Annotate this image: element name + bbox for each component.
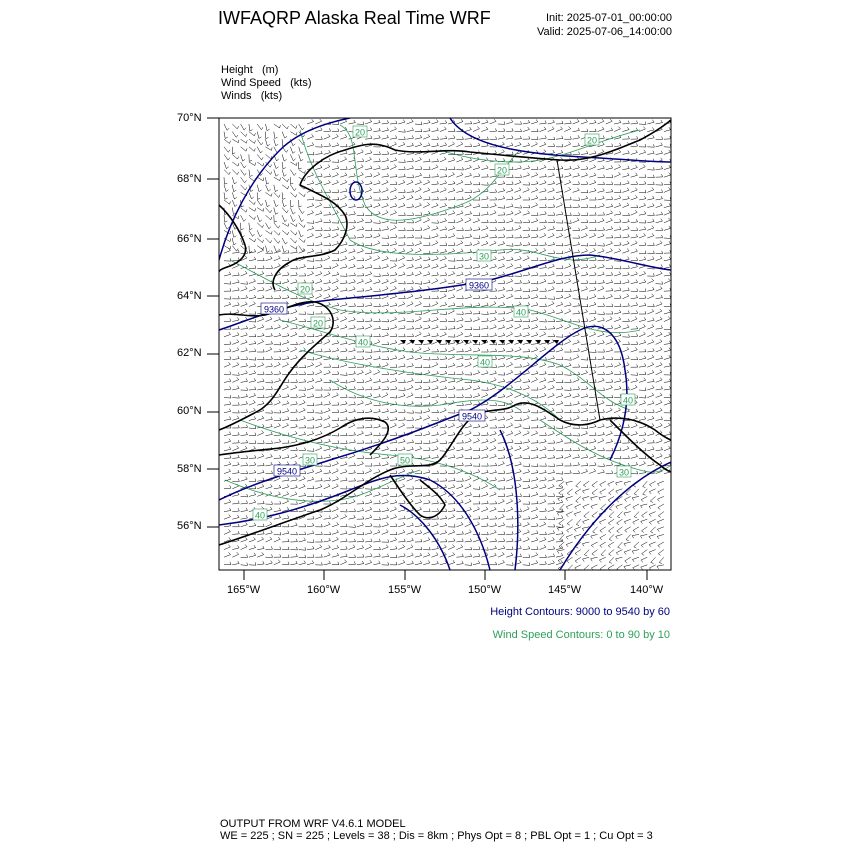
speed-contour-label: 40	[479, 357, 491, 368]
speed-contour-label: 40	[357, 337, 369, 348]
model-config-footer: WE = 225 ; SN = 225 ; Levels = 38 ; Dis = 8km ; Phys Opt = 8 ; PBL Opt = 1 ; Cu Opt = 3	[220, 830, 653, 842]
speed-contour-label: 20	[496, 165, 508, 176]
field-wind-speed-name: Wind Speed	[221, 77, 281, 89]
lat-label: 64°N	[177, 290, 202, 302]
field-wind-speed-unit: (kts)	[290, 77, 312, 89]
speed-contour-label: 40	[622, 395, 634, 406]
valid-time: Valid: 2025-07-06_14:00:00	[537, 26, 672, 38]
init-time: Init: 2025-07-01_00:00:00	[546, 12, 672, 24]
lon-label: 145°W	[548, 584, 582, 596]
lat-label: 70°N	[177, 112, 202, 124]
lon-label: 165°W	[227, 584, 261, 596]
speed-contour-label: 20	[312, 318, 324, 329]
lat-label: 68°N	[177, 173, 202, 185]
field-winds-name: Winds	[221, 90, 252, 102]
speed-contour-label: 30	[304, 455, 316, 466]
speed-contour-label: 40	[515, 307, 527, 318]
speed-contour-label: 30	[478, 251, 490, 262]
lon-label: 140°W	[630, 584, 664, 596]
lat-label: 62°N	[177, 347, 202, 359]
speed-contour-label: 30	[618, 467, 630, 478]
map-title: IWFAQRP Alaska Real Time WRF	[218, 8, 491, 28]
speed-contour-note: Wind Speed Contours: 0 to 90 by 10	[492, 629, 670, 641]
lon-label: 155°W	[388, 584, 422, 596]
height-contour-label: 9360	[263, 304, 285, 315]
field-winds-unit: (kts)	[260, 90, 283, 102]
speed-contour-label: 20	[586, 135, 598, 146]
field-height-name: Height	[221, 64, 253, 76]
height-contour-label: 9540	[276, 466, 298, 477]
speed-contour-label: 20	[299, 284, 311, 295]
height-contour-note: Height Contours: 9000 to 9540 by 60	[490, 606, 670, 618]
lat-label: 66°N	[177, 233, 202, 245]
speed-contour-label: 50	[399, 455, 411, 466]
field-height-unit: (m)	[261, 64, 279, 76]
height-contour-label: 9540	[461, 411, 483, 422]
lat-label: 56°N	[177, 520, 202, 532]
lat-label: 58°N	[177, 463, 202, 475]
lon-label: 160°W	[307, 584, 341, 596]
lon-label: 150°W	[468, 584, 502, 596]
model-footer: OUTPUT FROM WRF V4.6.1 MODEL	[220, 818, 406, 830]
speed-contour-label: 20	[354, 127, 366, 138]
height-contour-label: 9360	[468, 280, 490, 291]
lat-label: 60°N	[177, 405, 202, 417]
speed-contour-label: 40	[254, 510, 266, 521]
